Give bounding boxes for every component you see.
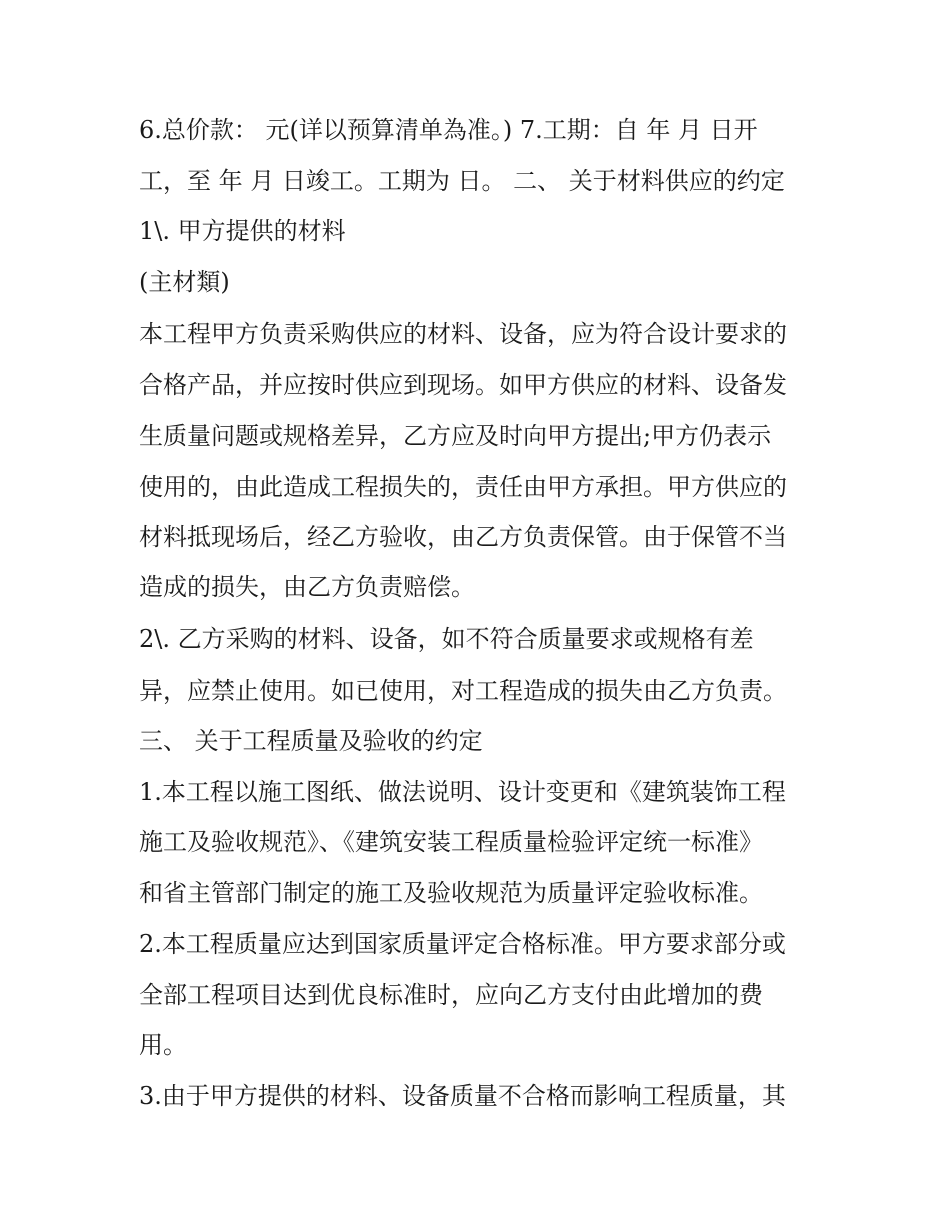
text-line: (主材類) — [139, 268, 230, 296]
text-line: 和省主管部门制定的施工及验收规范为质量评定验收标准。 — [139, 879, 763, 907]
text-line: 使用的，由此造成工程损失的，责任由甲方承担。甲方供应的 — [139, 473, 787, 501]
text-line: 全部工程项目达到优良标准时，应向乙方支付由此增加的费 — [139, 981, 763, 1009]
text-line: 材料抵现场后，经乙方验收，由乙方负责保管。由于保管不当 — [139, 523, 787, 551]
text-line: 三、 关于工程质量及验收的约定 — [139, 727, 483, 755]
text-line: 造成的损失，由乙方负责赔偿。 — [139, 573, 475, 601]
text-line: 3.由于甲方提供的材料、设备质量不合格而影响工程质量，其 — [139, 1082, 786, 1110]
text-line: 2\. 乙方采购的材料、设备，如不符合质量要求或规格有差 — [139, 625, 754, 653]
text-line: 工，至 年 月 日竣工。工期为 日。 二、 关于材料供应的约定 — [139, 167, 785, 195]
text-line: 本工程甲方负责采购供应的材料、设备，应为符合设计要求的 — [139, 320, 787, 348]
text-line: 异，应禁止使用。如已使用，对工程造成的损失由乙方负责。 — [139, 677, 787, 705]
text-line: 生质量问题或规格差异，乙方应及时向甲方提出;甲方仍表示 — [139, 422, 772, 450]
text-line: 1\. 甲方提供的材料 — [139, 217, 346, 245]
text-line: 合格产品，并应按时供应到现场。如甲方供应的材料、设备发 — [139, 371, 787, 399]
text-line: 2.本工程质量应达到国家质量评定合格标准。甲方要求部分或 — [139, 930, 786, 958]
text-line: 施工及验收规范》、《建筑安装工程质量检验评定统一标准》 — [139, 828, 763, 856]
text-line: 用。 — [139, 1031, 187, 1059]
text-line: 6.总价款： 元(详以预算清单為准。) 7.工期：自 年 月 日开 — [139, 116, 758, 144]
text-line: 1.本工程以施工图纸、做法说明、设计变更和《建筑装饰工程 — [139, 778, 786, 806]
